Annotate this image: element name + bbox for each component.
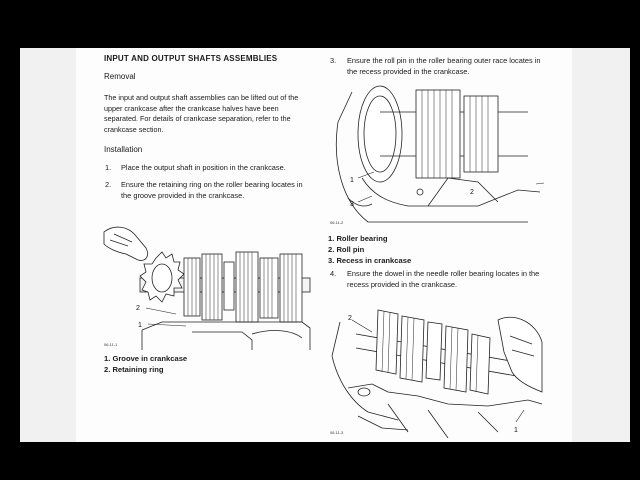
roller-bearing-illustration bbox=[328, 82, 544, 228]
viewer-margin-right bbox=[572, 48, 630, 442]
manual-page bbox=[76, 48, 572, 442]
step-text: Place the output shaft in position in the crankcase. bbox=[121, 163, 286, 172]
section-title: INPUT AND OUTPUT SHAFTS ASSEMBLIES bbox=[104, 54, 278, 63]
caption-groove: 1. Groove in crankcase bbox=[104, 354, 188, 363]
step-text: Ensure the roll pin in the roller bearing outer race locates in the recess provided in the crankcase. bbox=[347, 56, 541, 76]
callout-1: 1 bbox=[138, 322, 142, 329]
callout-3: 3 bbox=[350, 201, 354, 208]
figure-id: 06.11-2 bbox=[330, 220, 344, 225]
step-number: 3. bbox=[330, 56, 337, 65]
figure-roller-bearing bbox=[328, 82, 544, 228]
step-number: 2. bbox=[105, 180, 112, 189]
callout-2: 2 bbox=[470, 189, 474, 196]
figure-id: 06.11-3 bbox=[330, 430, 344, 435]
callout-1: 1 bbox=[350, 177, 354, 184]
needle-roller-bearing-illustration bbox=[328, 292, 544, 438]
callout-2: 2 bbox=[348, 315, 352, 322]
removal-paragraph: The input and output shaft assemblies can be lifted out of the upper crankcase after the crankcase halves have been separated. For details of crankcase separation, refer to the crankcase section. bbox=[104, 93, 299, 134]
left-gutter bbox=[0, 0, 20, 480]
callout-2: 2 bbox=[136, 305, 140, 312]
viewer-margin-left bbox=[20, 48, 76, 442]
figure-id: 06.11-1 bbox=[104, 342, 118, 347]
step-text: Ensure the dowel in the needle roller bearing locates in the recess provided in the crankcase. bbox=[347, 269, 540, 289]
output-shaft-illustration bbox=[102, 218, 312, 350]
figure-output-shaft bbox=[102, 218, 312, 350]
figure-needle-roller-bearing bbox=[328, 292, 544, 438]
callout-1: 1 bbox=[514, 427, 518, 434]
caption-retaining-ring: 2. Retaining ring bbox=[104, 365, 164, 374]
step-number: 1. bbox=[105, 163, 112, 172]
caption-roll-pin: 2. Roll pin bbox=[328, 245, 365, 254]
step-text: Ensure the retaining ring on the roller bearing locates in the groove provided in the crankcase. bbox=[121, 180, 303, 200]
caption-recess: 3. Recess in crankcase bbox=[328, 256, 412, 265]
installation-heading: Installation bbox=[104, 145, 143, 154]
removal-heading: Removal bbox=[104, 72, 136, 81]
step-number: 4. bbox=[330, 269, 337, 278]
caption-roller-bearing: 1. Roller bearing bbox=[328, 234, 388, 243]
